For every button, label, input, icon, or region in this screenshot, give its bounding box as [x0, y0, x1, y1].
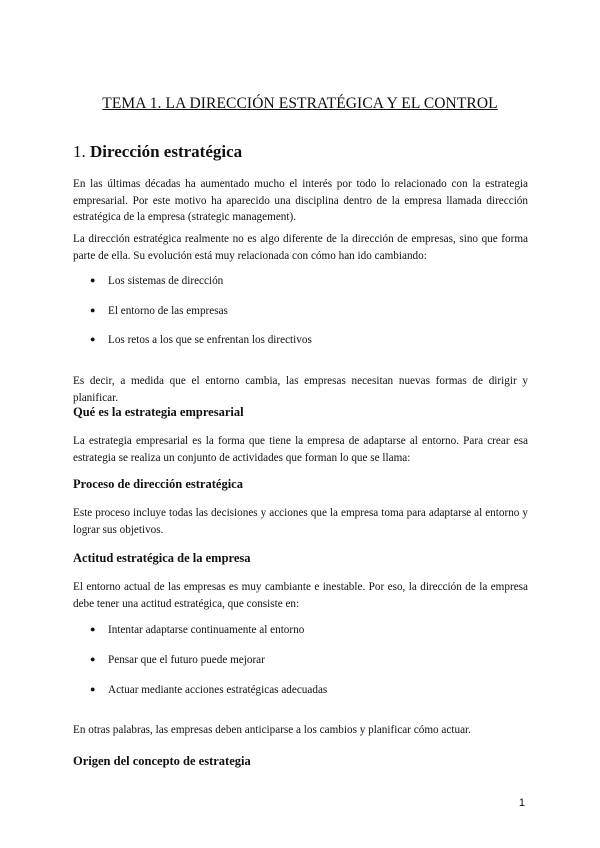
- paragraph-direccion: [73, 231, 528, 264]
- subheading-origen: Origen del concepto de estrategia: [73, 754, 251, 768]
- list-item: [90, 621, 304, 638]
- section-title: Dirección estratégica: [90, 142, 243, 161]
- paragraph-line: parte de ella. Su evolución está muy relacionada con cómo han ido cambiando:: [73, 249, 427, 262]
- paragraph-line: Este proceso incluye todas las decisiones y acciones que la empresa toma para adaptarse al entorno y: [73, 507, 528, 519]
- list-item: [90, 272, 223, 289]
- bullet-icon: ●: [90, 275, 96, 285]
- paragraph-line: empresarial. Por este motivo ha aparecido una disciplina dentro de la empresa llamada dirección: [73, 194, 528, 207]
- paragraph-proceso: [73, 505, 528, 538]
- paragraph-line: Es decir, a medida que el entorno cambia, las empresas necesitan nuevas formas de dirigir y planificar.: [73, 375, 528, 404]
- list-item: [90, 651, 265, 668]
- paragraph-line: lograr sus objetivos.: [73, 523, 164, 536]
- paragraph-line: estrategia se realiza un conjunto de actividades que forman lo que se llama:: [73, 451, 411, 464]
- paragraph-actitud: [73, 579, 528, 612]
- bullet-icon: ●: [90, 624, 96, 634]
- list-item-text: Pensar que el futuro puede mejorar: [108, 654, 265, 666]
- paragraph-line: La estrategia empresarial es la forma que tiene la empresa de adaptarse al entorno. Para crear esa: [73, 435, 528, 447]
- document-title: TEMA 1. LA DIRECCIÓN ESTRATÉGICA Y EL CONTROL: [102, 95, 498, 112]
- section-number: 1.: [73, 142, 86, 161]
- paragraph-otras-palabras: [73, 722, 528, 739]
- list-item-text: Los sistemas de dirección: [108, 275, 224, 287]
- bullet-icon: ●: [90, 684, 96, 694]
- bullet-icon: ●: [90, 654, 96, 664]
- paragraph-line: La dirección estratégica realmente no es algo diferente de la dirección de empresas, sino que forma: [73, 233, 528, 245]
- paragraph-line: debe tener una actitud estratégica, que consiste en:: [73, 597, 300, 610]
- paragraph-es-decir: [73, 373, 528, 406]
- list-item-text: Intentar adaptarse continuamente al entorno: [108, 624, 305, 636]
- paragraph-line: estratégica de la empresa (strategic management).: [73, 211, 297, 223]
- list-item-text: Los retos a los que se enfrentan los directivos: [108, 334, 312, 346]
- section-heading: [73, 142, 242, 162]
- subheading-estrategia: Qué es la estrategia empresarial: [73, 405, 244, 419]
- list-item-text: El entorno de las empresas: [108, 305, 228, 317]
- subheading-proceso: Proceso de dirección estratégica: [73, 477, 243, 491]
- bullet-icon: ●: [90, 334, 96, 344]
- paragraph-intro: [73, 176, 528, 226]
- bullet-icon: ●: [90, 305, 96, 315]
- paragraph-estrategia: [73, 433, 528, 466]
- list-item: [90, 331, 312, 348]
- list-item-text: Actuar mediante acciones estratégicas adecuadas: [108, 684, 328, 696]
- list-item: [90, 302, 228, 319]
- subheading-actitud: Actitud estratégica de la empresa: [73, 551, 251, 565]
- paragraph-line: En otras palabras, las empresas deben anticiparse a los cambios y planificar cómo actuar.: [73, 724, 471, 736]
- page-number: 1: [518, 797, 525, 809]
- paragraph-line: El entorno actual de las empresas es muy cambiante e inestable. Por eso, la dirección de la empresa: [73, 581, 528, 593]
- paragraph-line: En las últimas décadas ha aumentado mucho el interés por todo lo relacionado con la estrategia: [73, 178, 528, 190]
- list-item: [90, 681, 327, 698]
